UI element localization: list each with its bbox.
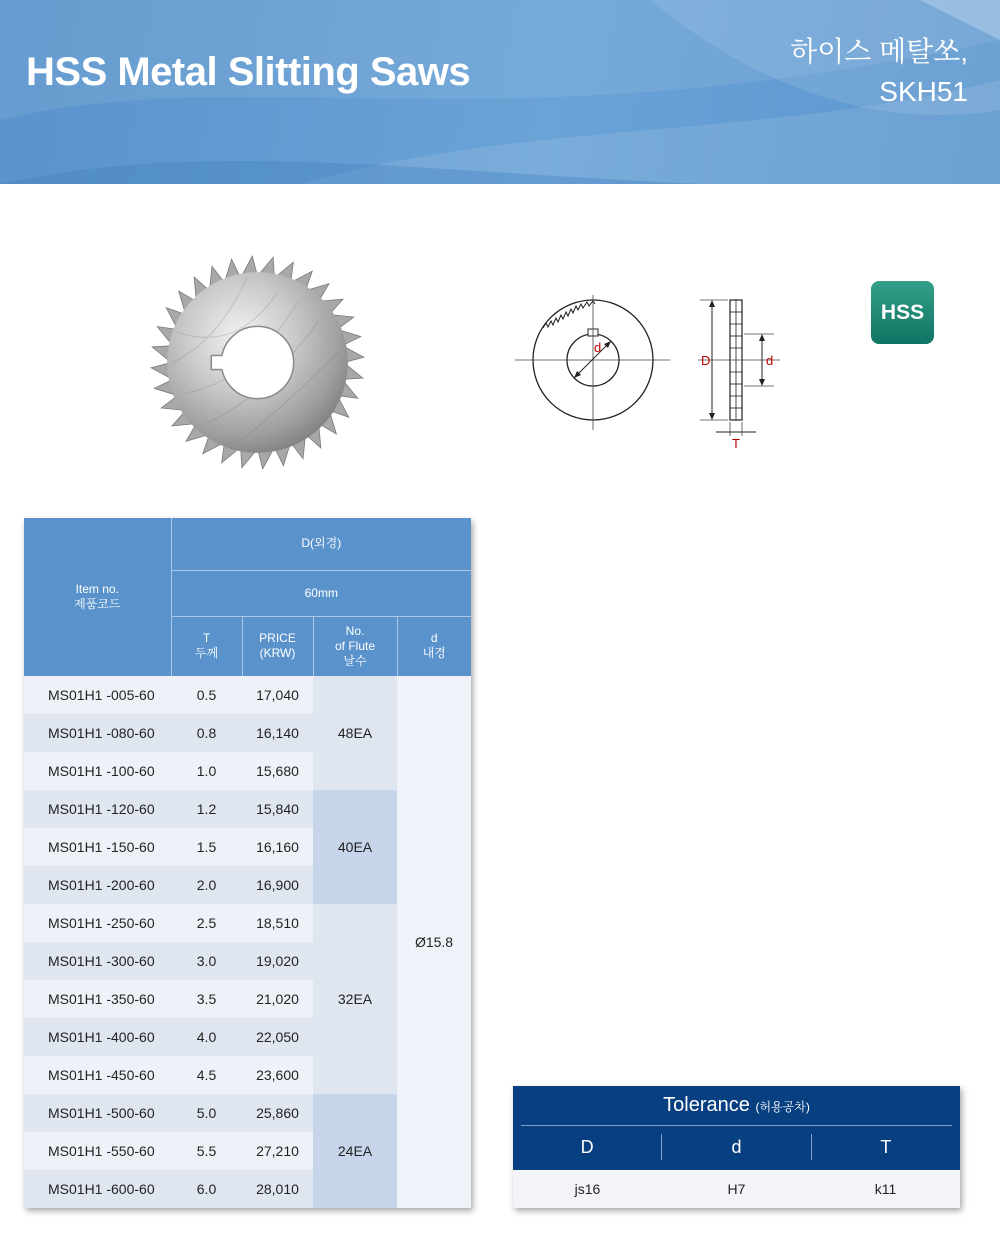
page-title: HSS Metal Slitting Saws bbox=[26, 50, 471, 94]
price: 21,020 bbox=[242, 980, 313, 1018]
price: 27,210 bbox=[242, 1132, 313, 1170]
item-code: MS01H1 -005-60 bbox=[24, 676, 171, 714]
price: 17,040 bbox=[242, 676, 313, 714]
price: 28,010 bbox=[242, 1170, 313, 1208]
tolerance-col-T: T bbox=[811, 1134, 960, 1160]
inner-diameter-value: Ø15.8 bbox=[397, 676, 471, 1208]
label-d-side: d bbox=[766, 353, 774, 368]
thickness: 2.0 bbox=[171, 866, 242, 904]
thickness: 5.0 bbox=[171, 1094, 242, 1132]
subtitle-grade: SKH51 bbox=[879, 76, 968, 107]
price: 15,840 bbox=[242, 790, 313, 828]
header-price: PRICE (KRW) bbox=[242, 616, 313, 676]
header-outer-diameter: D(외경) bbox=[171, 518, 471, 570]
tolerance-col-D: D bbox=[580, 1137, 594, 1157]
thickness: 1.2 bbox=[171, 790, 242, 828]
price: 16,900 bbox=[242, 866, 313, 904]
tolerance-divider bbox=[521, 1125, 952, 1126]
thickness: 1.5 bbox=[171, 828, 242, 866]
thickness: 4.5 bbox=[171, 1056, 242, 1094]
item-code: MS01H1 -450-60 bbox=[24, 1056, 171, 1094]
label-d-front: d bbox=[594, 340, 602, 355]
thickness: 0.5 bbox=[171, 676, 242, 714]
flute-count: 40EA bbox=[313, 790, 397, 904]
item-code: MS01H1 -250-60 bbox=[24, 904, 171, 942]
tolerance-table bbox=[513, 1086, 960, 1208]
price: 19,020 bbox=[242, 942, 313, 980]
header-banner bbox=[0, 0, 1000, 184]
hss-badge: HSS bbox=[871, 281, 934, 344]
header-diameter-value: 60mm bbox=[171, 570, 471, 616]
thickness: 4.0 bbox=[171, 1018, 242, 1056]
item-code: MS01H1 -550-60 bbox=[24, 1132, 171, 1170]
item-code: MS01H1 -350-60 bbox=[24, 980, 171, 1018]
thickness: 0.8 bbox=[171, 714, 242, 752]
thickness: 3.0 bbox=[171, 942, 242, 980]
item-code: MS01H1 -200-60 bbox=[24, 866, 171, 904]
item-code: MS01H1 -080-60 bbox=[24, 714, 171, 752]
thickness: 3.5 bbox=[171, 980, 242, 1018]
tolerance-values-row bbox=[513, 1170, 960, 1208]
label-T: T bbox=[732, 436, 740, 451]
header-inner-diameter: d 내경 bbox=[397, 616, 471, 676]
header-item-no: Item no. 제품코드 bbox=[24, 518, 171, 676]
price: 16,160 bbox=[242, 828, 313, 866]
price: 22,050 bbox=[242, 1018, 313, 1056]
tolerance-value-d: H7 bbox=[727, 1181, 746, 1197]
tolerance-title: Tolerance (허용공차) bbox=[663, 1094, 810, 1116]
item-code: MS01H1 -100-60 bbox=[24, 752, 171, 790]
product-table bbox=[24, 518, 471, 1208]
tolerance-value-T: k11 bbox=[874, 1181, 897, 1197]
item-code: MS01H1 -300-60 bbox=[24, 942, 171, 980]
flute-count: 32EA bbox=[313, 904, 397, 1094]
table-row bbox=[24, 676, 471, 714]
item-code: MS01H1 -400-60 bbox=[24, 1018, 171, 1056]
thickness: 5.5 bbox=[171, 1132, 242, 1170]
technical-drawing bbox=[510, 290, 780, 455]
tolerance-value-D: js16 bbox=[574, 1181, 601, 1197]
header-thickness: T 두께 bbox=[171, 616, 242, 676]
price: 25,860 bbox=[242, 1094, 313, 1132]
flute-count: 24EA bbox=[313, 1094, 397, 1208]
item-code: MS01H1 -120-60 bbox=[24, 790, 171, 828]
price: 18,510 bbox=[242, 904, 313, 942]
flute-count: 48EA bbox=[313, 676, 397, 790]
price: 16,140 bbox=[242, 714, 313, 752]
thickness: 6.0 bbox=[171, 1170, 242, 1208]
thickness: 1.0 bbox=[171, 752, 242, 790]
tolerance-col-d: d bbox=[661, 1134, 810, 1160]
price: 15,680 bbox=[242, 752, 313, 790]
item-code: MS01H1 -150-60 bbox=[24, 828, 171, 866]
price: 23,600 bbox=[242, 1056, 313, 1094]
header-flute: No. of Flute 날수 bbox=[313, 616, 397, 676]
saw-blade-image bbox=[150, 255, 365, 470]
label-D: D bbox=[701, 353, 711, 368]
subtitle-korean: 하이스 메탈쏘, bbox=[790, 36, 968, 67]
item-code: MS01H1 -600-60 bbox=[24, 1170, 171, 1208]
tolerance-header bbox=[513, 1086, 960, 1170]
page-subtitle bbox=[790, 32, 968, 112]
item-code: MS01H1 -500-60 bbox=[24, 1094, 171, 1132]
thickness: 2.5 bbox=[171, 904, 242, 942]
